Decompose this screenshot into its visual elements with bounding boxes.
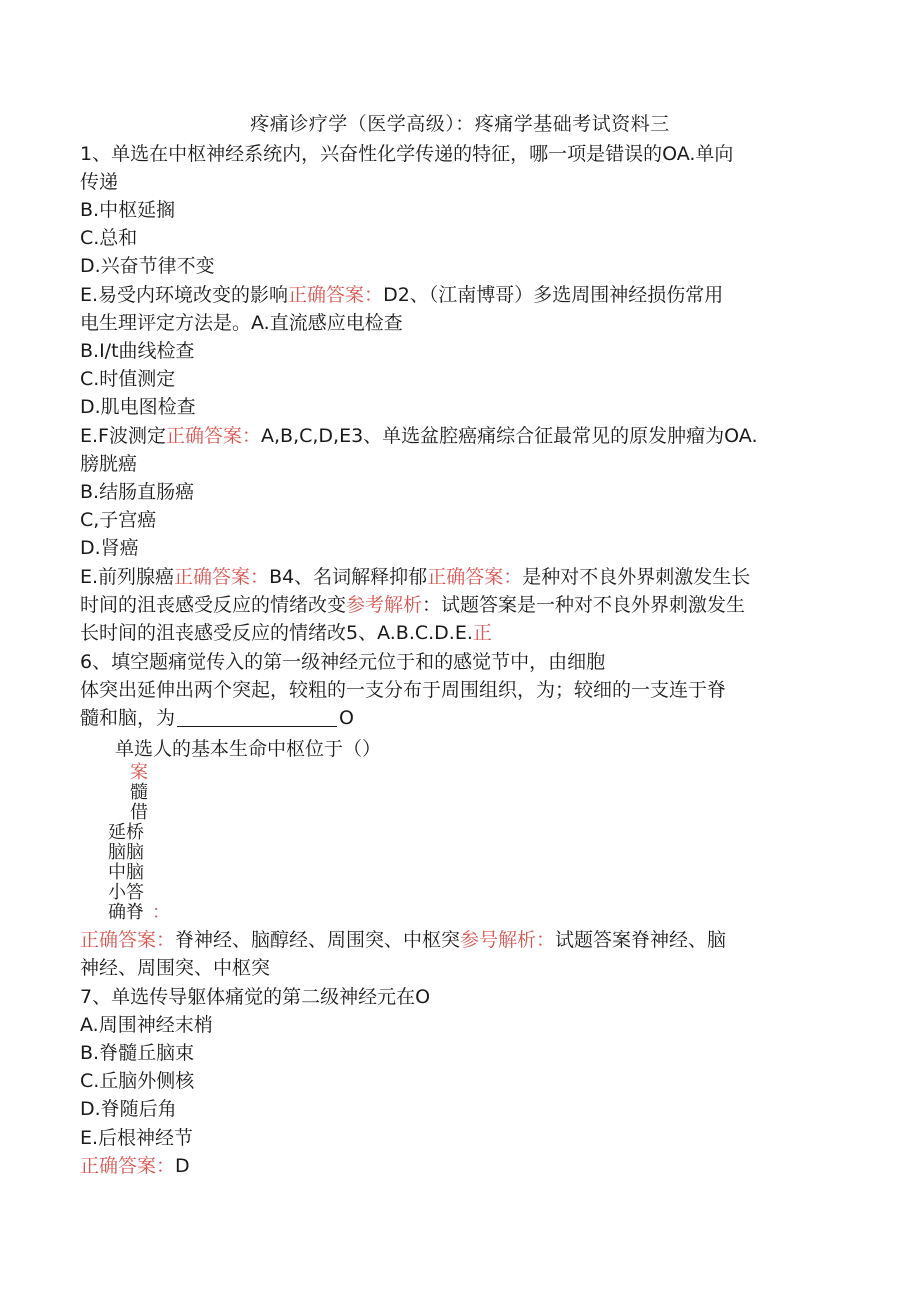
q2-option-e-line <box>80 422 840 450</box>
scatter-text-7: 小答 <box>108 882 144 903</box>
q2-option-e: E.F波测定 <box>80 425 166 447</box>
q2-answer-and-q3-stem: A,B,C,D,E3、单选盆腔癌痛综合征最常见的原发肿瘤为OA. <box>261 425 758 447</box>
q6-stem-end: O <box>339 707 354 729</box>
q1-stem-line2: 传递 <box>80 171 119 193</box>
q7-option-e: E.后根神经节 <box>80 1127 194 1149</box>
q1-option-b: B.中枢延搁 <box>80 199 176 221</box>
q2-answer-label: 正确答案： <box>165 425 261 447</box>
q6-answer-text: 脊神经、脑醇经、周围突、中枢突 <box>175 929 461 951</box>
q6-stem-line2: 体突出延伸出两个突起，较粗的一支分布于周围组织，为；较细的一支连于脊 <box>80 679 727 701</box>
q4-answer-line2 <box>80 591 840 619</box>
q7-option-c: C.丘脑外侧核 <box>80 1070 195 1092</box>
q7-option-a: A.周围神经末梢 <box>80 1014 213 1036</box>
q3-answer-label: 正确答案： <box>174 566 270 588</box>
q4-ref-text-2: 长时间的沮丧感受反应的情绪改5、A.B.C.D.E. <box>80 622 473 644</box>
q7-option-b: B.脊髓丘脑束 <box>80 1042 195 1064</box>
q2-option-d: D.肌电图检查 <box>80 396 196 418</box>
sub-question: 单选人的基本生命中枢位于（） <box>115 738 382 760</box>
q7-stem: 7、单选传导躯体痛觉的第二级神经元在O <box>80 986 431 1008</box>
scatter-text-8: 确脊 <box>108 902 144 923</box>
q6-stem-text: 髓和脑，为 <box>80 707 176 729</box>
q3-option-e-line <box>80 563 840 591</box>
q1-answer-and-q2-stem: D2、（江南博哥）多选周围神经损伤常用 <box>383 284 724 306</box>
q1-option-c: C.总和 <box>80 227 138 249</box>
scatter-text-9: ： <box>152 902 170 923</box>
q6-ref-label: 参号解析： <box>460 929 556 951</box>
scatter-text-3: 借 <box>130 802 148 823</box>
q4-ref-line3 <box>80 619 840 647</box>
q3-option-c: C,子宫癌 <box>80 509 157 531</box>
scatter-text-2: 髓 <box>130 782 148 803</box>
scatter-text-5: 脑脑 <box>108 842 144 863</box>
q7-answer-label: 正确答案： <box>80 1155 176 1177</box>
q3-answer-and-q4: B4、名词解释抑郁 <box>269 566 428 588</box>
q2-stem-line2: 电生理评定方法是。A.直流感应电检查 <box>80 312 403 334</box>
q6-answer-line <box>80 926 840 954</box>
q1-option-e: E.易受内环境改变的影响 <box>80 284 289 306</box>
q2-option-c: C.时值测定 <box>80 368 176 390</box>
q3-option-b: B.结肠直肠癌 <box>80 481 195 503</box>
q4-answer-text: 是种对不良外界刺激发生长 <box>522 566 751 588</box>
q1-option-e-line <box>80 281 840 309</box>
q5-answer-fragment: 正 <box>472 622 492 644</box>
q7-answer-line <box>80 1152 840 1180</box>
q3-option-a: 膀胱癌 <box>80 453 138 475</box>
scatter-text-4: 延桥 <box>108 822 144 843</box>
fill-blank <box>177 708 337 727</box>
q1-option-d: D.兴奋节律不变 <box>80 255 215 277</box>
q7-option-d: D.脊随后角 <box>80 1098 177 1120</box>
q2-option-b: B.I/t曲线检查 <box>80 340 195 362</box>
q6-ref-line2: 神经、周围突、中枢突 <box>80 957 271 979</box>
q7-answer: D <box>175 1155 190 1177</box>
q4-ref-text: ：试题答案是一种对不良外界刺激发生 <box>422 594 746 616</box>
q6-stem-line1: 6、填空题痛觉传入的第一级神经元位于和的感觉节中，由细胞 <box>80 651 606 673</box>
page-title: 疼痛诊疗学（医学高级）：疼痛学基础考试资料三 <box>250 113 670 135</box>
q3-option-e: E.前列腺癌 <box>80 566 175 588</box>
q4-answer-label: 正确答案： <box>427 566 523 588</box>
scatter-text-6: 中脑 <box>108 862 144 883</box>
q3-option-d: D.肾癌 <box>80 537 139 559</box>
q1-answer-label: 正确答案： <box>288 284 384 306</box>
q6-stem-line3 <box>80 704 840 732</box>
q1-stem-line1: 1、单选在中枢神经系统内，兴奋性化学传递的特征，哪一项是错误的OA.单向 <box>80 143 734 165</box>
q4-ref-label: 参考解析 <box>346 594 423 616</box>
q6-answer-label: 正确答案： <box>80 929 176 951</box>
scatter-text-1: 案 <box>130 762 148 783</box>
q4-answer-text-2: 时间的沮丧感受反应的情绪改变 <box>80 594 347 616</box>
q6-ref-text: 试题答案脊神经、脑 <box>555 929 727 951</box>
